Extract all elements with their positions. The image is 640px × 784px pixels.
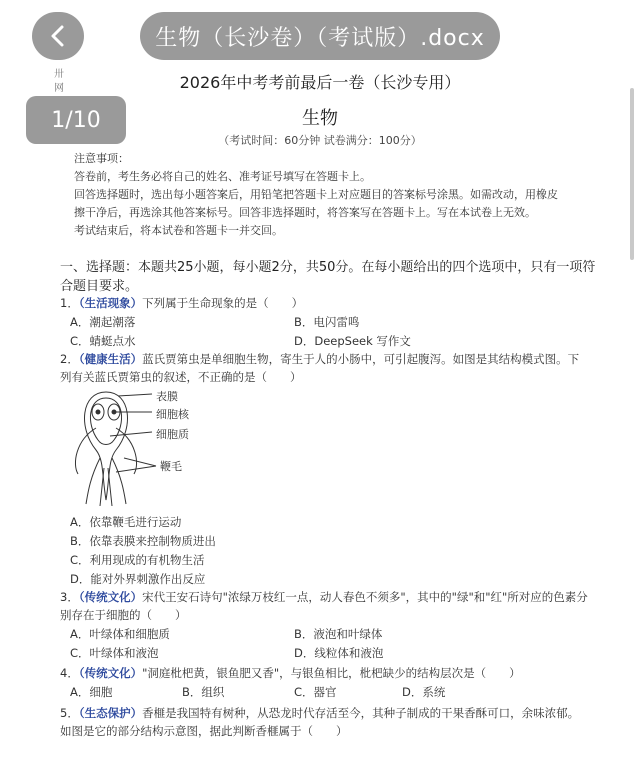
question-tag: （生态保护）: [78, 706, 143, 720]
option-a: A．潮起潮落: [70, 315, 136, 329]
diagram-label: 鞭毛: [160, 460, 182, 473]
option-d: D．系统: [402, 685, 446, 699]
question-number: 5．: [60, 706, 79, 720]
question-1-options: [70, 314, 590, 354]
option-d: D．线粒体和液泡: [294, 646, 384, 660]
question-number: 2．: [60, 352, 79, 366]
option-b: B．液泡和叶绿体: [294, 627, 383, 641]
option-d: D．DeepSeek 写作文: [294, 334, 411, 348]
option-b: B．电闪雷鸣: [294, 315, 360, 329]
question-text: 香榧是我国特有树种，从恐龙时代存活至今，其种子制成的干果香酥可口，余味浓郁。如图是它的部分结构示意图，据此判断香榧属于（ ）: [60, 706, 580, 738]
option-b: B．组织: [182, 685, 225, 699]
option-d: D．能对外界刺激作出反应: [70, 572, 206, 586]
scrollbar[interactable]: [630, 88, 634, 260]
option-a: A．依靠鞭毛进行运动: [70, 515, 182, 529]
question-number: 1．: [60, 296, 79, 310]
page-indicator: 1/10: [26, 96, 126, 144]
side-mark: 卅: [54, 69, 64, 80]
notice-head: 注意事项：: [74, 152, 129, 165]
question-1: [60, 294, 590, 312]
question-3: [60, 588, 590, 624]
question-2: [60, 350, 590, 386]
option-c: C．利用现成的有机物生活: [70, 553, 205, 567]
question-4: [60, 664, 590, 682]
option-c: C．蜻蜓点水: [70, 334, 136, 348]
notice-item: 答卷前，考生务必将自己的姓名、准考证号填写在答题卡上。: [74, 170, 371, 183]
option-a: A．叶绿体和细胞质: [70, 627, 170, 641]
option-a: A．细胞: [70, 685, 113, 699]
side-mark: 网: [54, 83, 64, 94]
notice-item: 擦干净后，再选涂其他答案标号。回答非选择题时，将答案写在答题卡上。写在本试卷上无效。: [74, 206, 536, 219]
question-tag: （生活现象）: [78, 296, 143, 310]
question-tag: （健康生活）: [78, 352, 143, 366]
exam-title: 2026年中考考前最后一卷（长沙专用）: [179, 73, 461, 92]
question-number: 4．: [60, 666, 79, 680]
section-title: 一、选择题：本题共25小题，每小题2分，共50分。在每小题给出的四个选项中，只有一项符合题目要求。: [60, 260, 596, 294]
file-name-title: 生物（长沙卷）（考试版）.docx: [140, 12, 500, 60]
question-tag: （传统文化）: [78, 590, 143, 604]
diagram-label: 细胞核: [156, 408, 189, 421]
question-number: 3．: [60, 590, 79, 604]
question-text: 宋代王安石诗句"浓绿万枝红一点，动人春色不须多"，其中的"绿"和"红"所对应的色素分别存在于细胞的（ ）: [60, 590, 588, 622]
question-tag: （传统文化）: [78, 666, 143, 680]
question-text: "洞庭枇杷黄，银鱼肥又香"，与银鱼相比，枇杷缺少的结构层次是（ ）: [142, 666, 521, 680]
question-5: [60, 704, 590, 740]
notice-block: [60, 150, 600, 240]
back-button[interactable]: [32, 12, 84, 60]
option-c: C．器官: [294, 685, 337, 699]
option-c: C．叶绿体和液泡: [70, 646, 159, 660]
question-text: 蓝氏贾第虫是单细胞生物，寄生于人的小肠中，可引起腹泻。如图是其结构模式图。下列有关蓝氏贾第虫的叙述，不正确的是（ ）: [60, 352, 580, 384]
exam-meta: （考试时间：60分钟 试卷满分：100分）: [218, 134, 422, 147]
subject-heading: 生物: [302, 108, 338, 129]
diagram-label: 细胞质: [156, 428, 189, 441]
diagram-label: 表膜: [156, 390, 178, 403]
question-text: 下列属于生命现象的是（ ）: [142, 296, 304, 310]
question-2-options: [70, 514, 590, 594]
chevron-left-icon: [47, 24, 69, 48]
question-3-options: [70, 626, 590, 666]
question-4-options: [70, 684, 590, 704]
notice-item: 考试结束后，将本试卷和答题卡一并交回。: [74, 224, 283, 237]
notice-item: 回答选择题时，选出每小题答案后，用铅笔把答题卡上对应题目的答案标号涂黑。如需改动，用橡皮: [74, 188, 558, 201]
option-b: B．依靠表膜来控制物质进出: [70, 534, 216, 548]
